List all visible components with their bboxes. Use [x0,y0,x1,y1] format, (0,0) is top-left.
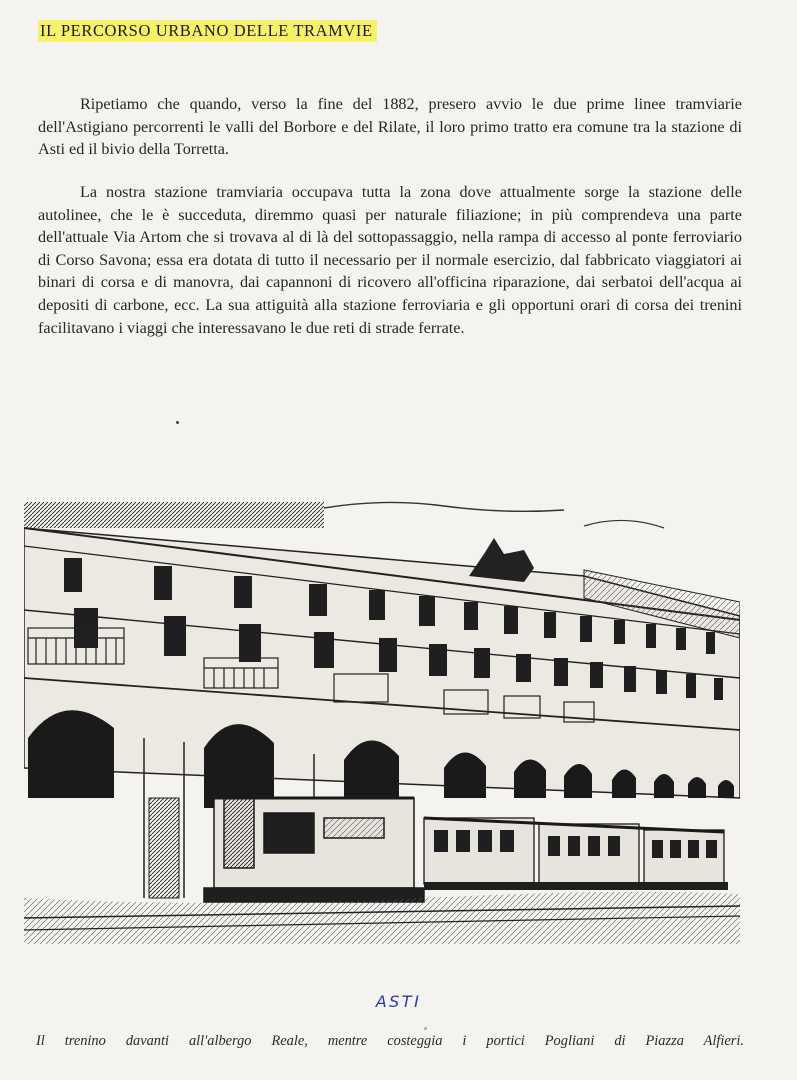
section-heading: IL PERCORSO URBANO DELLE TRAMVIE [38,20,377,42]
body-paragraph-1 [38,93,742,161]
handwritten-location-tag: ASTI [375,992,422,1011]
paragraph-text: La nostra stazione tramviaria occupava tutta la zona dove attualmente sorge la stazione delle autolinee, che le è succeduta, diremmo quasi per naturale filiazione; in più comprendeva una parte dell'attuale Via Artom che si trovava al di là del sottopassaggio, nella rampa di accesso al ponte ferroviario di Corso Savona; essa era dotata di tutto il necessario per il normale esercizio, dal fabbricato viaggiatori ai binari di corsa e di manovra, dai capannoni di ricovero all'officina riparazione, dai serbatoi dell'acqua ai depositi di carbone, ecc. La sua attiguità alla stazione ferroviaria e gli opportuni orari di corsa dei trenini facilitavano i viaggi che interessavano le due reti di strade ferrate. [38,183,742,337]
print-speck [424,1027,427,1030]
print-speck [176,421,179,424]
image-caption: Il trenino davanti all'albergo Reale, mentre costeggia i portici Pogliani di Piazza Alfieri. [36,1033,744,1049]
tram-illustration [24,498,740,944]
paragraph-text: Ripetiamo che quando, verso la fine del 1882, presero avvio le due prime linee tramviarie dell'Astigiano percorrenti le valli del Borbore e del Rilate, il loro primo tratto era comune tra la stazione di Asti ed il bivio della Torretta. [38,95,742,159]
body-paragraph-2 [38,181,742,339]
